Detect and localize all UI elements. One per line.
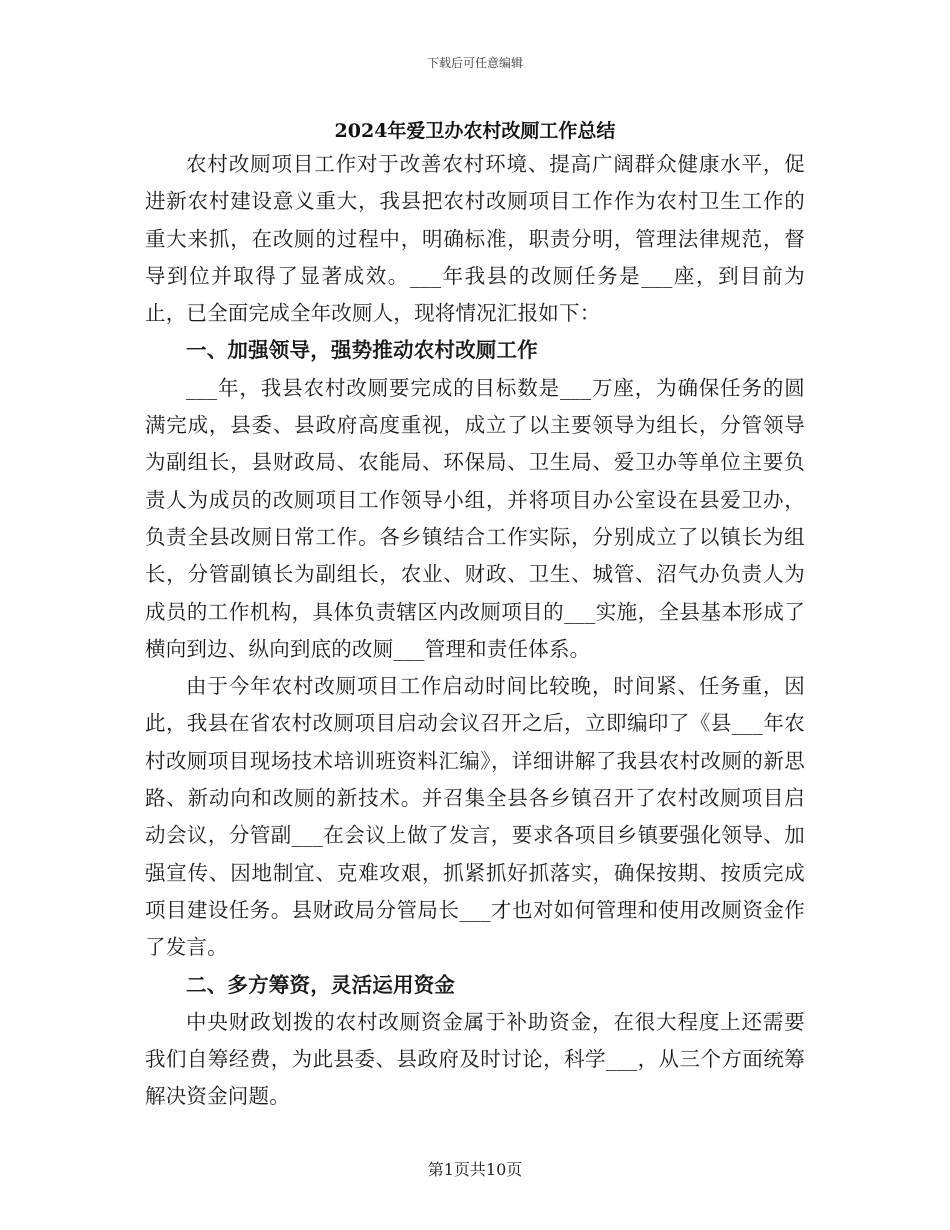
- section-2-paragraph-1: 中央财政划拨的农村改厕资金属于补助资金，在很大程度上还需要我们自筹经费，为此县委、县政府及时讨论，科学___，从三个方面统筹解决资金问题。: [145, 1009, 805, 1109]
- section-heading-2: 二、多方筹资，灵活运用资金: [186, 972, 456, 997]
- page-number: 第1页共10页: [427, 1160, 523, 1179]
- section-1-paragraph-1: ___年，我县农村改厕要完成的目标数是___万座，为确保任务的圆满完成，县委、县政府高度重视，成立了以主要领导为组长，分管领导为副组长，县财政局、农能局、环保局、卫生局、爱卫办等单位主要负责人为成员的改厕项目工作领导小组，并将项目办公室设在县爱卫办，负责全县改厕日常工作。各乡镇结合工作实际，分别成立了以镇长为组长，分管副镇长为副组长，农业、财政、卫生、城管、沼气办负责人为成员的工作机构，具体负责辖区内改厕项目的___实施，全县基本形成了横向到边、纵向到底的改厕___管理和责任体系。: [145, 375, 805, 661]
- section-heading-1: 一、加强领导，强势推动农村改厕工作: [186, 338, 538, 363]
- section-1-paragraph-2: 由于今年农村改厕项目工作启动时间比较晚，时间紧、任务重，因此，我县在省农村改厕项目启动会议召开之后，立即编印了《县___年农村改厕项目现场技术培训班资料汇编》，详细讲解了我县农村改厕的新思路、新动向和改厕的新技术。并召集全县各乡镇召开了农村改厕项目启动会议，分管副___在会议上做了发言，要求各项目乡镇要强化领导、加强宣传、因地制宜、克难攻艰，抓紧抓好抓落实，确保按期、按质完成项目建设任务。县财政局分管局长___才也对如何管理和使用改厕资金作了发言。: [145, 674, 805, 960]
- document-title: 2024年爱卫办农村改厕工作总结: [334, 120, 616, 142]
- document-body: [145, 146, 805, 1116]
- page-header-note: 下载后可任意编辑: [426, 56, 523, 70]
- intro-paragraph: 农村改厕项目工作对于改善农村环境、提高广阔群众健康水平，促进新农村建设意义重大，我县把农村改厕项目工作作为农村卫生工作的重大来抓，在改厕的过程中，明确标准，职责分明，管理法律规范，督导到位并取得了显著成效。___年我县的改厕任务是___座，到目前为止，已全面完成全年改厕人，现将情况汇报如下：: [145, 152, 805, 326]
